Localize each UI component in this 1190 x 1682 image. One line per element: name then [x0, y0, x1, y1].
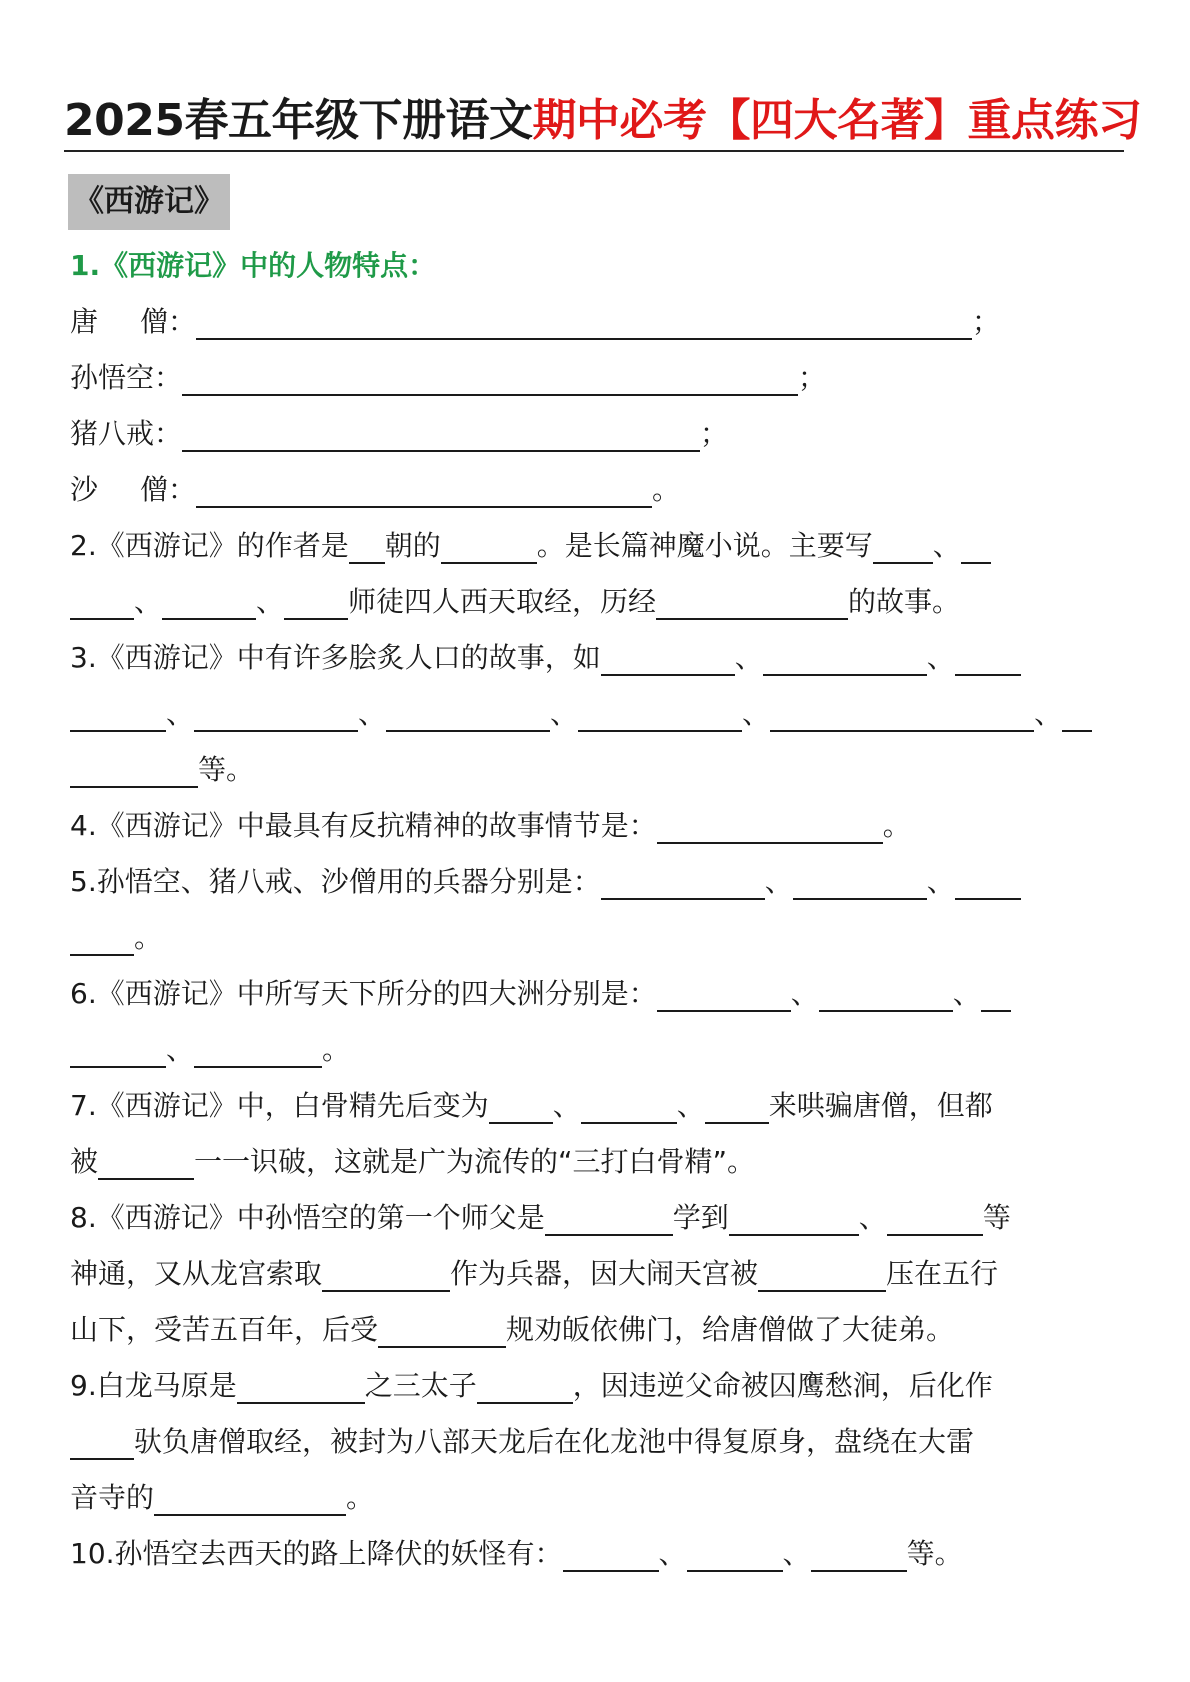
answer-blank[interactable] — [477, 1402, 573, 1404]
q1-row-sunwukong — [70, 350, 1128, 406]
answer-blank[interactable] — [545, 1234, 673, 1236]
q2-line-2 — [70, 574, 1128, 630]
text: 山下，受苦五百年，后受 — [70, 1313, 379, 1346]
q8-line-1 — [70, 1190, 1128, 1246]
text: 。 — [134, 921, 163, 954]
text: 。是长篇神魔小说。主要写 — [536, 529, 873, 562]
title-underline — [64, 150, 1124, 152]
sep: 、 — [782, 1537, 811, 1570]
answer-blank[interactable] — [322, 1290, 450, 1292]
sep: 、 — [1034, 697, 1063, 730]
answer-blank[interactable] — [378, 1346, 506, 1348]
answer-blank[interactable] — [70, 730, 166, 732]
punct: ； — [798, 361, 827, 394]
name-label: 孙悟空： — [70, 361, 183, 394]
answer-blank[interactable] — [386, 730, 550, 732]
punct: ； — [972, 305, 1001, 338]
answer-blank[interactable] — [563, 1570, 659, 1572]
text: 规劝皈依佛门，给唐僧做了大徒弟。 — [506, 1313, 955, 1346]
text: 学到 — [672, 1201, 729, 1234]
answer-blank[interactable] — [182, 450, 700, 452]
answer-blank[interactable] — [182, 394, 798, 396]
colon: ： — [168, 473, 197, 506]
q6-line-2 — [70, 1022, 1128, 1078]
sep: 、 — [952, 977, 981, 1010]
answer-blank[interactable] — [961, 562, 991, 564]
name-char: 唐 — [70, 305, 99, 338]
colon: ： — [168, 305, 197, 338]
q3-line-3 — [70, 742, 1128, 798]
name-char: 僧 — [140, 305, 169, 338]
sep: 、 — [550, 697, 579, 730]
answer-blank[interactable] — [578, 730, 742, 732]
text: 朝的 — [384, 529, 441, 562]
answer-blank[interactable] — [98, 1178, 194, 1180]
q1-row-shaseng — [70, 462, 1128, 518]
answer-blank[interactable] — [657, 842, 883, 844]
q5-line-1 — [70, 854, 1128, 910]
answer-blank[interactable] — [196, 506, 652, 508]
answer-blank[interactable] — [1062, 730, 1092, 732]
text: 。 — [346, 1481, 375, 1514]
answer-blank[interactable] — [237, 1402, 365, 1404]
text: 2.《西游记》的作者是 — [70, 529, 349, 562]
sep: 、 — [358, 697, 387, 730]
text: 之三太子 — [364, 1369, 477, 1402]
punct: ； — [700, 417, 729, 450]
name-char: 沙 — [70, 473, 99, 506]
answer-blank[interactable] — [70, 954, 134, 956]
answer-blank[interactable] — [581, 1122, 677, 1124]
title-black: 2025春五年级下册语文 — [64, 95, 533, 146]
q10-line — [70, 1526, 1128, 1582]
q7-line-1 — [70, 1078, 1128, 1134]
sep: 、 — [676, 1089, 705, 1122]
text: 4.《西游记》中最具有反抗精神的故事情节是： — [70, 809, 657, 842]
q8-line-2 — [70, 1246, 1128, 1302]
text: 。 — [322, 1033, 351, 1066]
answer-blank[interactable] — [194, 730, 358, 732]
answer-blank[interactable] — [873, 562, 933, 564]
answer-blank[interactable] — [154, 1514, 346, 1516]
answer-blank[interactable] — [489, 1122, 553, 1124]
text: 、 — [932, 529, 961, 562]
sep: 、 — [742, 697, 771, 730]
text: 等。 — [198, 753, 255, 786]
punct: 。 — [652, 473, 681, 506]
q7-line-2 — [70, 1134, 1128, 1190]
q9-line-1 — [70, 1358, 1128, 1414]
sep: 、 — [790, 977, 819, 1010]
text: 5.孙悟空、猪八戒、沙僧用的兵器分别是： — [70, 865, 601, 898]
text: 。 — [882, 809, 911, 842]
sep: 、 — [926, 641, 955, 674]
answer-blank[interactable] — [955, 898, 1021, 900]
text: 10.孙悟空去西天的路上降伏的妖怪有： — [70, 1537, 563, 1570]
q9-line-2 — [70, 1414, 1128, 1470]
answer-blank[interactable] — [763, 674, 927, 676]
answer-blank[interactable] — [811, 1570, 907, 1572]
q1-row-zhubajie — [70, 406, 1128, 462]
answer-blank[interactable] — [70, 618, 134, 620]
answer-blank[interactable] — [793, 898, 927, 900]
text: 、 — [858, 1201, 887, 1234]
q4-line — [70, 798, 1128, 854]
name-char: 僧 — [140, 473, 169, 506]
text: 9.白龙马原是 — [70, 1369, 237, 1402]
text: 来哄骗唐僧，但都 — [768, 1089, 993, 1122]
name-label: 猪八戒： — [70, 417, 183, 450]
answer-blank[interactable] — [349, 562, 385, 564]
text: 等 — [982, 1201, 1011, 1234]
sep: 、 — [764, 865, 793, 898]
title-red: 期中必考【四大名著】重点练习 — [532, 95, 1142, 146]
text: 一一识破，这就是广为流传的“三打白骨精”。 — [194, 1145, 756, 1178]
text: 神通，又从龙宫索取 — [70, 1257, 323, 1290]
q5-line-2 — [70, 910, 1128, 966]
text: 师徒四人西天取经，历经 — [348, 585, 657, 618]
answer-blank[interactable] — [687, 1570, 783, 1572]
page-title — [64, 92, 1142, 150]
answer-blank[interactable] — [441, 562, 537, 564]
answer-blank[interactable] — [284, 618, 348, 620]
answer-blank[interactable] — [601, 898, 765, 900]
q8-line-3 — [70, 1302, 1128, 1358]
text: 3.《西游记》中有许多脍炙人口的故事，如 — [70, 641, 601, 674]
sep: 、 — [926, 865, 955, 898]
q1-heading: 1.《西游记》中的人物特点： — [70, 249, 437, 282]
answer-blank[interactable] — [657, 1010, 791, 1012]
answer-blank[interactable] — [770, 730, 1034, 732]
text: 作为兵器，因大闹天宫被 — [450, 1257, 759, 1290]
sep: 、 — [734, 641, 763, 674]
answer-blank[interactable] — [729, 1234, 859, 1236]
sep: 、 — [166, 1033, 195, 1066]
q1-row-tangseng — [70, 294, 1128, 350]
text: 、 — [134, 585, 163, 618]
text: ，因违逆父命被囚鹰愁涧，后化作 — [572, 1369, 993, 1402]
answer-blank[interactable] — [955, 674, 1021, 676]
answer-blank[interactable] — [601, 674, 735, 676]
section-label: 《西游记》 — [68, 174, 230, 230]
answer-blank[interactable] — [656, 618, 848, 620]
text: 8.《西游记》中孙悟空的第一个师父是 — [70, 1201, 545, 1234]
answer-blank[interactable] — [196, 338, 972, 340]
text: 音寺的 — [70, 1481, 155, 1514]
q9-line-3 — [70, 1470, 1128, 1526]
text: 等。 — [906, 1537, 963, 1570]
text: 、 — [256, 585, 285, 618]
text: 驮负唐僧取经，被封为八部天龙后在化龙池中得复原身，盘绕在大雷 — [134, 1425, 975, 1458]
q3-line-2 — [70, 686, 1128, 742]
q2-line-1 — [70, 518, 1128, 574]
answer-blank[interactable] — [70, 786, 198, 788]
text: 6.《西游记》中所写天下所分的四大洲分别是： — [70, 977, 657, 1010]
answer-blank[interactable] — [819, 1010, 953, 1012]
sep: 、 — [658, 1537, 687, 1570]
questions — [70, 238, 1128, 1582]
text: 的故事。 — [848, 585, 961, 618]
text: 压在五行 — [886, 1257, 999, 1290]
text: 被 — [70, 1145, 99, 1178]
answer-blank[interactable] — [70, 1066, 166, 1068]
answer-blank[interactable] — [758, 1290, 886, 1292]
answer-blank[interactable] — [981, 1010, 1011, 1012]
answer-blank[interactable] — [887, 1234, 983, 1236]
sep: 、 — [166, 697, 195, 730]
text: 7.《西游记》中，白骨精先后变为 — [70, 1089, 489, 1122]
q3-line-1 — [70, 630, 1128, 686]
answer-blank[interactable] — [70, 1458, 134, 1460]
answer-blank[interactable] — [194, 1066, 322, 1068]
answer-blank[interactable] — [705, 1122, 769, 1124]
q6-line-1 — [70, 966, 1128, 1022]
answer-blank[interactable] — [162, 618, 256, 620]
sep: 、 — [552, 1089, 581, 1122]
